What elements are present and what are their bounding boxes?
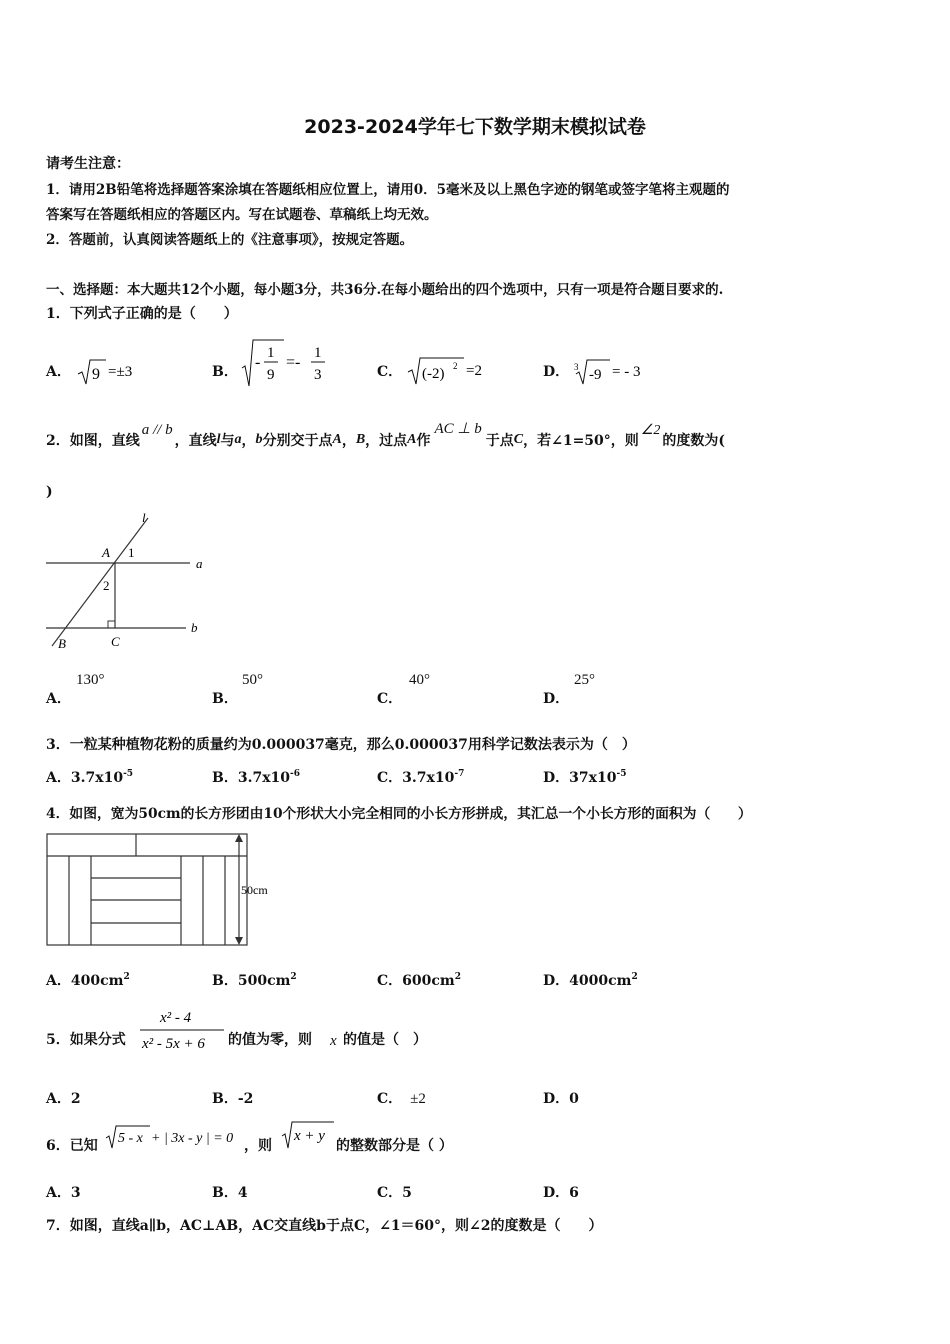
q1-option-d-label: D． (543, 364, 570, 380)
q2-option-a-label: A． (46, 691, 71, 707)
q4-option-c (377, 970, 461, 990)
q4-stem: 4．如图，宽为50cm的长方形团由10个形状大小完全相同的小长方形拼成，其汇总一个小长方形的面积为（ ） (46, 806, 752, 822)
q2-stem-part-7: ，过点 (365, 433, 408, 449)
notice-line-1a: 1．请用2B铅笔将选择题答案涂填在答题纸相应位置上，请用0．5毫米及以上黑色字迹的钢笔或签字笔将主观题的 (46, 182, 730, 198)
q3-option-b-exp: -6 (290, 769, 301, 779)
q2-var-l: l (216, 432, 221, 447)
q3-option-d (543, 767, 626, 787)
q7-stem: 7．如图，直线a∥b，AC⊥AB，AC交直线b于点C，∠1＝60°，则∠2的度数是（ ） (46, 1218, 603, 1234)
q6-option-b (212, 1182, 248, 1202)
q3-option-b-label: B． (212, 770, 238, 786)
q1-option-a (76, 354, 166, 393)
q4-option-b-exp: 2 (290, 972, 297, 982)
q2-math-parallel: a // b (141, 421, 173, 438)
q3-option-d-label: D． (543, 770, 570, 786)
right-angle-mark (108, 621, 115, 628)
q1-b-num: 1 (267, 345, 275, 361)
q6-stem-part-2: ，则 (244, 1138, 272, 1154)
section-heading: 一、选择题：本大题共12个小题，每小题3分，共36分.在每小题给出的四个选项中，只有一项是符合题目要求的. (46, 282, 724, 298)
q5-option-d-label: D． (543, 1091, 570, 1107)
q3-stem: 3．一粒某种植物花粉的质量约为0.000037毫克，那么0.000037用科学记数法表示为（ ） (46, 737, 636, 753)
q5-option-b-value: -2 (237, 1091, 254, 1107)
q1-b-num2: 1 (314, 345, 322, 361)
fig-label-l: l (142, 510, 146, 525)
q1-option-d (572, 354, 662, 393)
q5-option-a-label: A． (46, 1091, 71, 1107)
q4-option-a-exp: 2 (123, 972, 130, 982)
q4-option-d-label: D． (543, 973, 570, 989)
q1-option-b (240, 336, 340, 395)
q5-stem-part-2: 的值为零，则 (228, 1032, 312, 1048)
q1-option-c (406, 352, 506, 393)
q1-c-rhs: =2 (466, 363, 482, 379)
q2-stem (46, 418, 725, 462)
q1-d-radicand: -9 (589, 367, 602, 383)
q1-b-eq: =- (286, 354, 301, 371)
q6-option-c-label: C． (377, 1185, 403, 1201)
q5-denominator: x² - 5x + 6 (142, 1036, 205, 1052)
q3-option-a (46, 767, 133, 787)
q2-var-a: a (234, 432, 242, 447)
q5-stem-part-3: 的值是（ ） (343, 1032, 427, 1048)
q5-option-b (212, 1088, 253, 1108)
sqrt-fraction-icon (240, 336, 340, 390)
q5-option-c (377, 1088, 426, 1108)
q5-fraction (138, 1004, 228, 1056)
q6-option-c-value: 5 (402, 1185, 412, 1201)
sqrt-icon (406, 352, 506, 388)
q2-math-angle: ∠2 (640, 422, 661, 438)
q1-a-radicand: 9 (92, 366, 100, 383)
q6-radicand-2: x + y (294, 1128, 325, 1144)
q6-option-d-value: 6 (569, 1185, 579, 1201)
q2-stem-part-9: 于点 (485, 433, 514, 449)
q2-option-a-value: 130° (76, 672, 105, 688)
q1-option-a-label: A． (46, 364, 71, 380)
q1-b-minus: - (255, 354, 261, 371)
q2-var-b: b (255, 432, 263, 447)
fig-label-point-b: B (58, 636, 66, 651)
q5-option-c-value: ±2 (410, 1091, 426, 1107)
q5-numerator: x² - 4 (160, 1010, 192, 1026)
q4-option-a (46, 970, 130, 990)
q1-b-den2: 3 (314, 367, 322, 383)
q3-option-b (212, 767, 300, 787)
q4-option-b-base: 500cm (237, 973, 291, 989)
q2-math-perp: AC ⊥ b (434, 420, 482, 437)
q6-option-a-label: A． (46, 1185, 71, 1201)
q2-figure (40, 508, 220, 654)
q2-option-c-label: C． (377, 691, 403, 707)
q5-option-d (543, 1088, 579, 1108)
q1-d-rhs: = - 3 (612, 364, 641, 380)
q6-sqrt (280, 1118, 340, 1152)
q5-option-c-label: C． (377, 1091, 403, 1107)
q3-option-c-base: 3.7x10 (402, 770, 455, 786)
q2-stem-part-11: 的度数为( (662, 433, 725, 449)
q5-option-b-label: B． (212, 1091, 238, 1107)
q6-abs-part: + | 3x - y | = 0 (151, 1131, 234, 1146)
page-title: 2023-2024学年七下数学期末模拟试卷 (304, 116, 646, 138)
q3-option-a-exp: -5 (123, 769, 134, 779)
q3-option-c (377, 767, 464, 787)
q6-stem-part-1: 6．已知 (46, 1138, 98, 1154)
q4-option-b (212, 970, 297, 990)
q4-option-d (543, 970, 638, 990)
q4-option-a-base: 400cm (70, 973, 124, 989)
q4-option-c-label: C． (377, 973, 403, 989)
q6-stem-part-3: 的整数部分是（ ） (336, 1138, 453, 1154)
q1-b-den: 9 (267, 367, 275, 383)
q6-radicand-1: 5 - x (118, 1131, 143, 1146)
q3-option-d-base: 37x10 (569, 770, 617, 786)
q2-stem-part-10: ，若∠1=50°，则 (523, 433, 639, 449)
q5-option-d-value: 0 (569, 1091, 579, 1107)
q6-option-b-value: 4 (237, 1185, 248, 1201)
q5-var-x: x (330, 1033, 337, 1049)
q4-figure-label: 50cm (241, 883, 268, 897)
q5-stem-part-1: 5．如果分式 (46, 1032, 126, 1048)
q2-stem-part-8: 作 (416, 433, 431, 449)
q6-option-a-value: 3 (70, 1185, 81, 1201)
fig-label-angle-2: 2 (103, 578, 110, 593)
q1-d-index: 3 (574, 362, 579, 372)
q3-option-b-base: 3.7x10 (237, 770, 291, 786)
q4-option-b-label: B． (212, 973, 238, 989)
q1-c-exp: 2 (453, 361, 458, 371)
q4-option-c-base: 600cm (402, 973, 455, 989)
fig-label-a: a (196, 556, 203, 571)
q6-option-a (46, 1182, 81, 1202)
q2-stem-part-2: ，直线 (174, 433, 217, 449)
q6-option-d (543, 1182, 579, 1202)
q2-option-d-value: 25° (574, 672, 595, 688)
q5-option-a (46, 1088, 81, 1108)
q2-option-b-label: B． (212, 691, 238, 707)
q6-equation (104, 1122, 254, 1156)
q4-option-c-exp: 2 (454, 972, 461, 982)
sqrt-icon (76, 354, 166, 388)
notice-line-1b: 答案写在答题纸相应的答题区内。写在试题卷、草稿纸上均无效。 (46, 207, 438, 223)
fig-label-point-a: A (102, 545, 110, 560)
q1-a-rhs: =±3 (108, 364, 133, 380)
q4-option-d-base: 4000cm (569, 973, 632, 989)
q1-option-c-label: C． (377, 364, 403, 380)
q2-point-a-2: A (407, 432, 417, 447)
q2-option-b-value: 50° (242, 672, 263, 688)
q2-stem-part-1: 2．如图，直线 (46, 433, 140, 449)
q2-option-c-value: 40° (409, 672, 430, 688)
q6-option-d-label: D． (543, 1185, 570, 1201)
line-l (52, 518, 148, 646)
q2-stem-part-5: 分别交于点 (262, 433, 333, 449)
notice-heading: 请考生注意： (46, 156, 130, 172)
q4-option-a-label: A． (46, 973, 71, 989)
q2-point-c: C (513, 432, 524, 447)
cube-root-icon (572, 354, 662, 388)
q3-option-c-label: C． (377, 770, 403, 786)
q2-stem-part-4: ， (241, 433, 256, 449)
q2-point-b: B (355, 432, 366, 447)
q3-option-c-exp: -7 (454, 769, 465, 779)
q2-stem-part-3: 与 (220, 433, 235, 449)
fig-label-angle-1: 1 (128, 545, 135, 560)
q3-option-a-base: 3.7x10 (70, 770, 124, 786)
q6-option-b-label: B． (212, 1185, 238, 1201)
q4-figure (44, 830, 284, 950)
q2-stem-part-6: ， (341, 433, 356, 449)
fig-label-point-c: C (111, 634, 120, 649)
q3-option-d-exp: -5 (616, 769, 627, 779)
q1-c-radicand: (-2) (422, 366, 445, 382)
q3-option-a-label: A． (46, 770, 71, 786)
q1-stem: 1．下列式子正确的是（ ） (46, 306, 238, 322)
q4-option-d-exp: 2 (631, 972, 638, 982)
q2-option-d-label: D． (543, 691, 570, 707)
q2-point-a: A (332, 432, 342, 447)
q1-option-b-label: B． (212, 364, 238, 380)
notice-line-2: 2．答题前，认真阅读答题纸上的《注意事项》，按规定答题。 (46, 232, 414, 248)
q6-option-c (377, 1182, 412, 1202)
q2-stem-close: ) (46, 484, 53, 500)
fig-label-b: b (191, 620, 198, 635)
q5-option-a-value: 2 (70, 1091, 81, 1107)
